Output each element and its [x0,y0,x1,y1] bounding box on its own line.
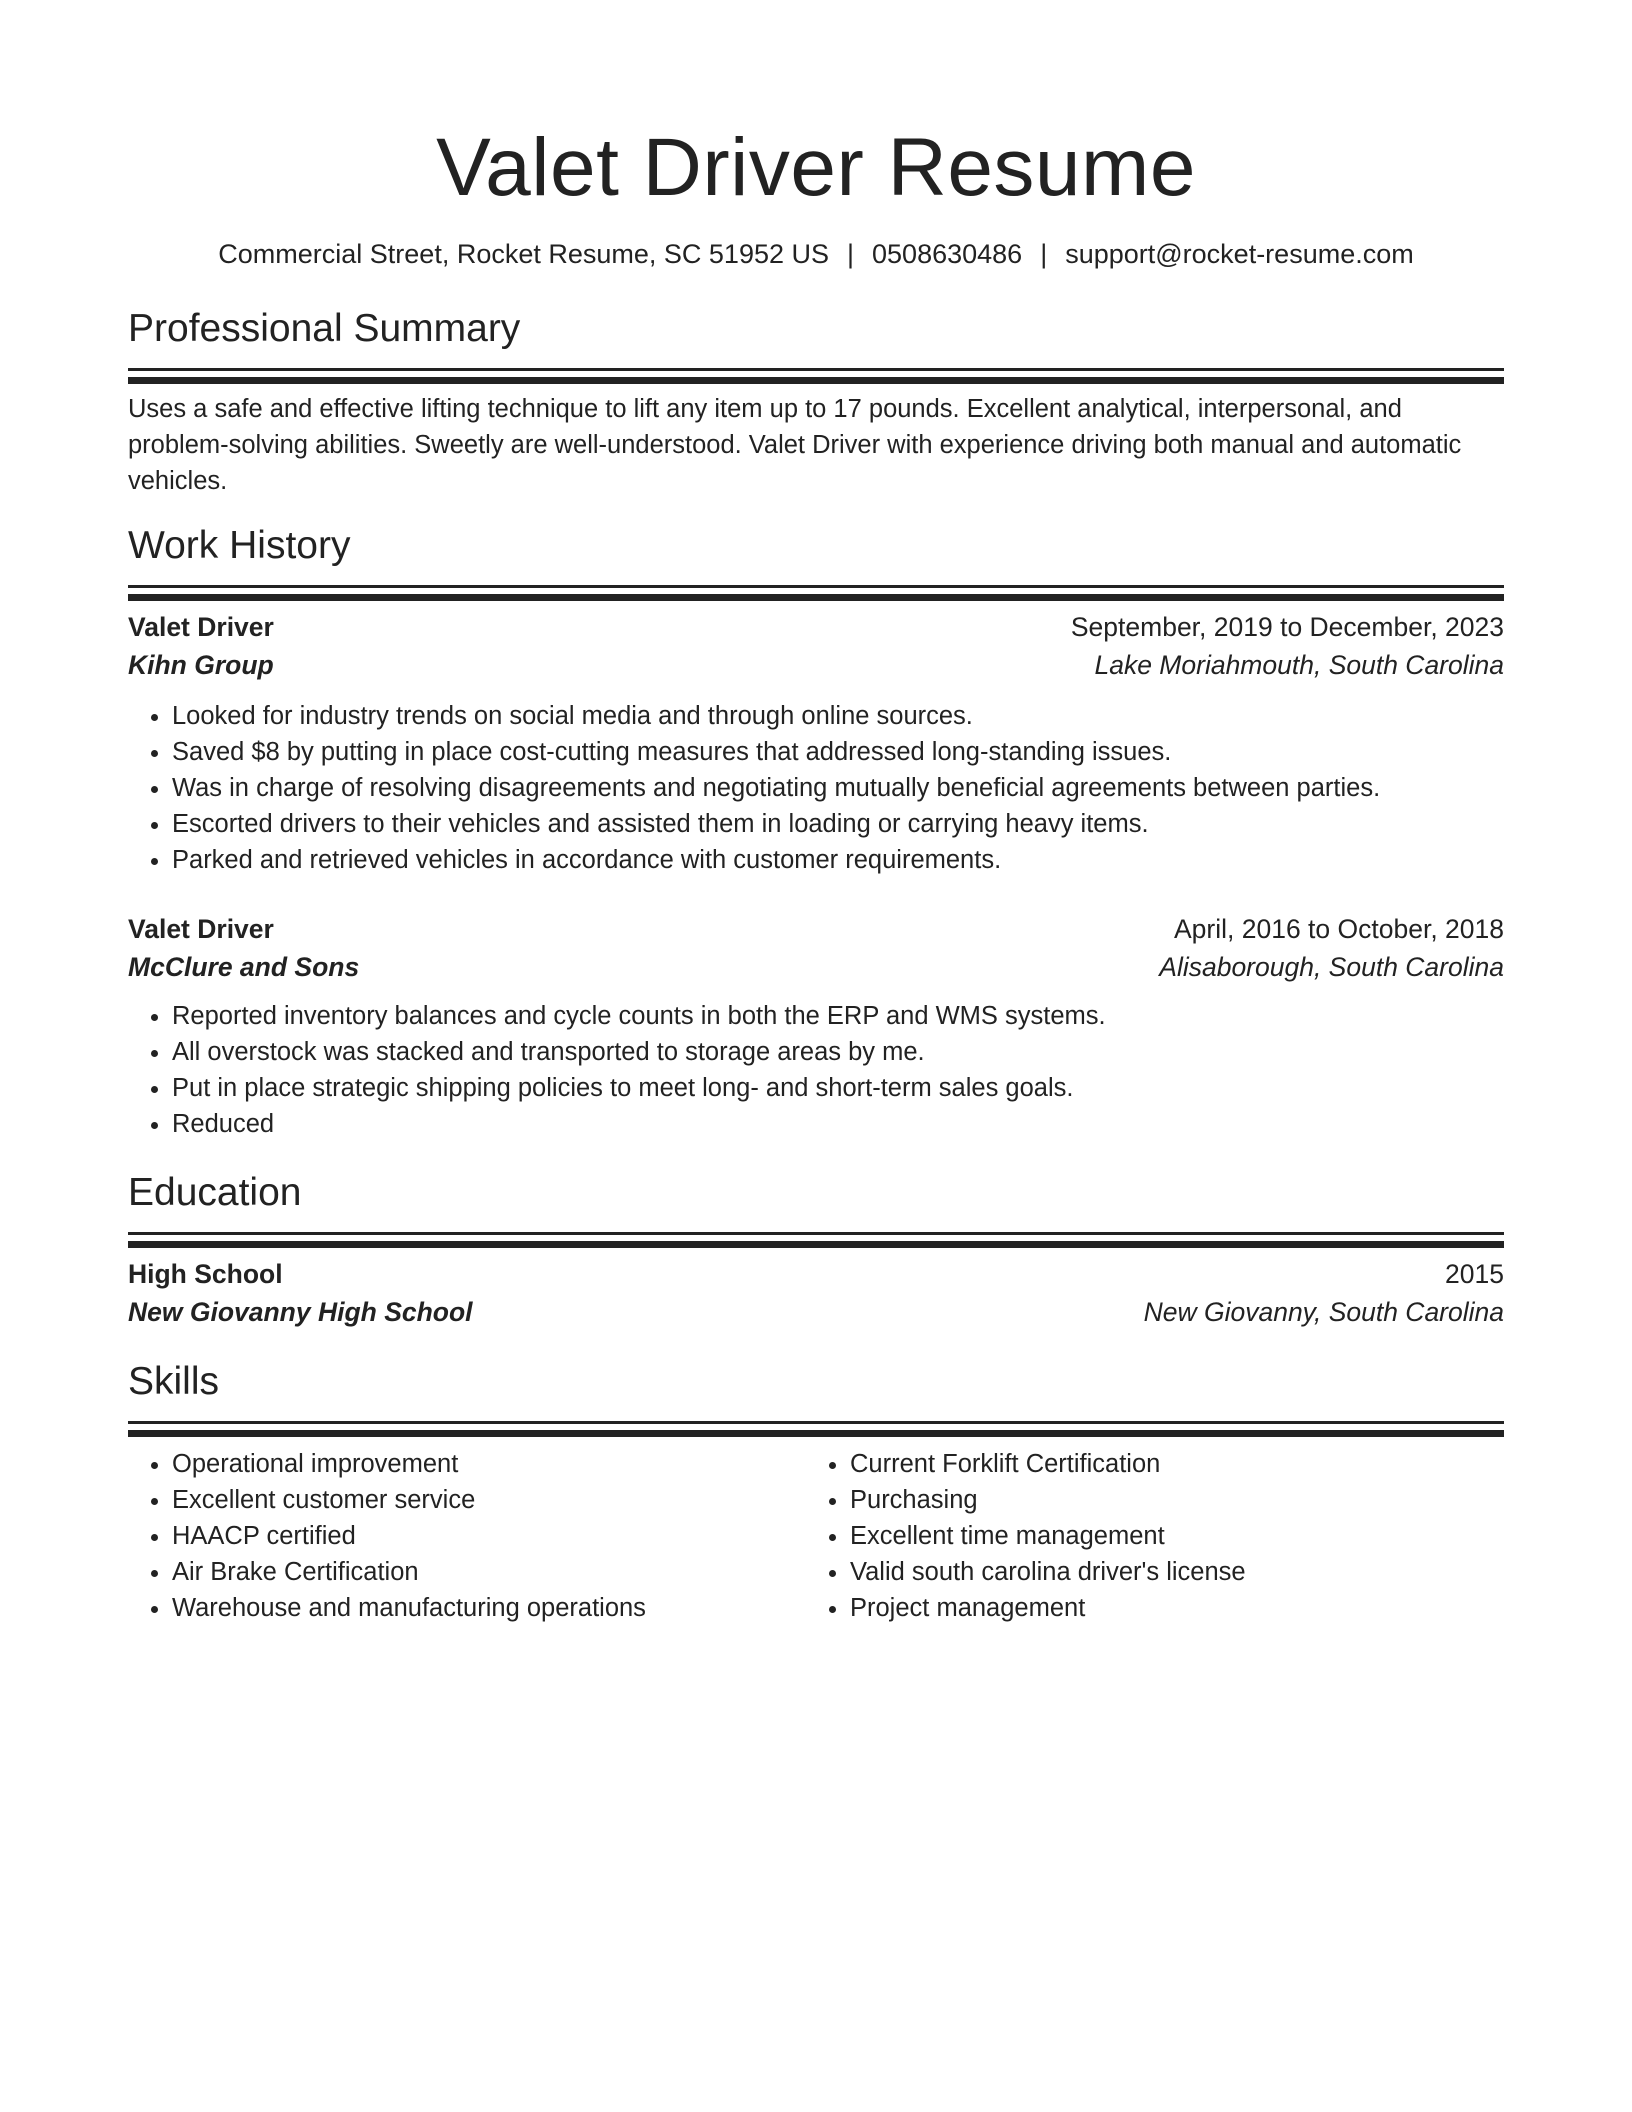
list-item: • Operational improvement [172,1446,806,1482]
contact-address: Commercial Street, Rocket Resume, SC 51952 US [218,239,829,269]
summary-text: Uses a safe and effective lifting technique to lift any item up to 17 pounds. Excellent analytical, interpersonal, and problem-solving abilities. Sweetly are well-understood. Valet Driver with experience driving both manual and automatic vehicles. [128,395,1462,495]
list-item: • Reduced [172,1106,1504,1142]
job-bullets [128,998,1504,1142]
education-location: New Giovanny, South Carolina [1143,1297,1504,1327]
job-location: Lake Moriahmouth, South Carolina [1094,650,1504,680]
education-section [128,1168,1504,1331]
job-header [128,608,1504,646]
section-heading-education: Education [128,1171,302,1214]
list-item: • Current Forklift Certification [850,1446,1484,1482]
skills-list [128,1446,806,1626]
professional-summary-section [128,304,1504,499]
list-item: • All overstock was stacked and transported to storage areas by me. [172,1034,1504,1070]
list-item: • Parked and retrieved vehicles in accordance with customer requirements. [172,842,1504,878]
job-company: Kihn Group [128,650,274,680]
contact-separator: | [847,239,855,269]
contact-line [128,236,1504,272]
list-item: • Was in charge of resolving disagreements and negotiating mutually beneficial agreements between parties. [172,770,1504,806]
job-entry [128,608,1504,878]
resume-page [128,0,1504,1626]
list-item: • Reported inventory balances and cycle counts in both the ERP and WMS systems. [172,998,1504,1034]
list-item: • Saved $8 by putting in place cost-cutting measures that addressed long-standing issues. [172,734,1504,770]
section-divider [128,585,1504,588]
job-company: McClure and Sons [128,952,360,982]
list-item: • Looked for industry trends on social media and through online sources. [172,698,1504,734]
list-item: • Warehouse and manufacturing operations [172,1590,806,1626]
section-heading-skills: Skills [128,1360,220,1403]
list-item: • Excellent time management [850,1518,1484,1554]
job-location: Alisaborough, South Carolina [1159,952,1504,982]
list-item: • Purchasing [850,1482,1484,1518]
skills-list [806,1446,1484,1626]
section-heading-work-history: Work History [128,524,351,567]
contact-phone: 0508630486 [872,239,1023,269]
skills-section [128,1357,1504,1626]
job-entry [128,910,1504,1142]
education-degree: High School [128,1259,283,1289]
list-item: • Project management [850,1590,1484,1626]
skills-grid [128,1446,1504,1626]
section-heading-summary: Professional Summary [128,307,521,350]
section-divider [128,1232,1504,1235]
job-header [128,910,1504,948]
list-item: • Excellent customer service [172,1482,806,1518]
list-item: • Air Brake Certification [172,1554,806,1590]
education-header [128,1255,1504,1293]
work-history-section [128,521,1504,1142]
contact-email: support@rocket-resume.com [1065,239,1414,269]
job-dates: September, 2019 to December, 2023 [1070,612,1504,642]
job-title: Valet Driver [128,914,274,944]
education-year: 2015 [1445,1259,1504,1289]
skills-column-right [806,1446,1484,1626]
section-divider [128,368,1504,371]
job-bullets [128,698,1504,878]
job-subheader [128,646,1504,684]
section-divider [128,1421,1504,1424]
list-item: • Valid south carolina driver's license [850,1554,1484,1590]
job-dates: April, 2016 to October, 2018 [1174,914,1504,944]
contact-separator: | [1040,239,1048,269]
education-school: New Giovanny High School [128,1297,473,1327]
list-item: • Put in place strategic shipping policies to meet long- and short-term sales goals. [172,1070,1504,1106]
skills-column-left [128,1446,806,1626]
list-item: • Escorted drivers to their vehicles and assisted them in loading or carrying heavy items. [172,806,1504,842]
list-item: • HAACP certified [172,1518,806,1554]
education-subheader [128,1293,1504,1331]
job-title: Valet Driver [128,612,274,642]
job-subheader [128,948,1504,986]
resume-title: Valet Driver Resume [436,122,1196,213]
